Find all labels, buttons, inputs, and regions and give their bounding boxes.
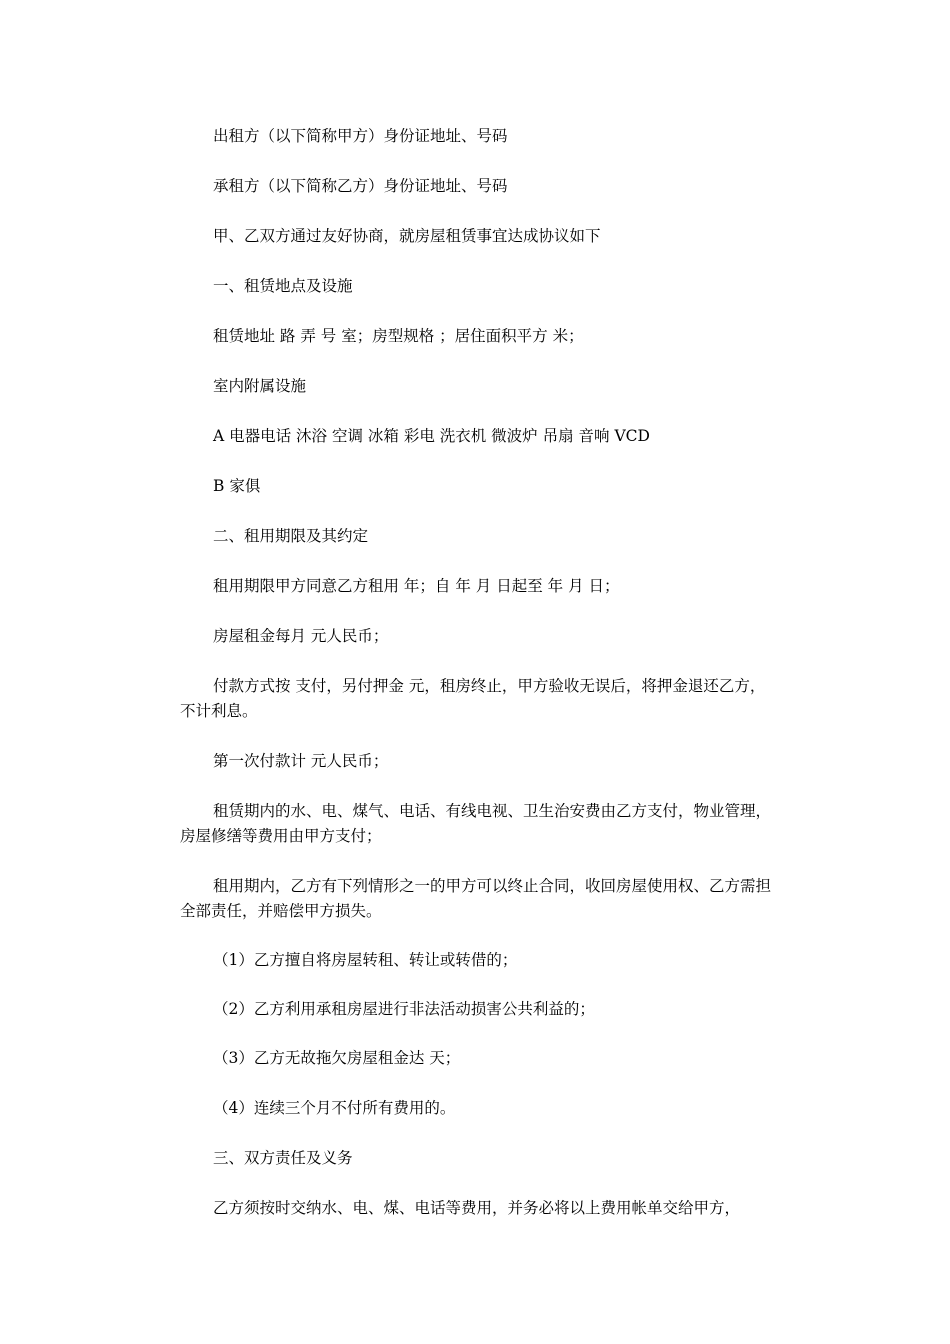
paragraph: 甲、乙双方通过友好协商，就房屋租赁事宜达成协议如下 <box>213 227 601 245</box>
list-item: （1）乙方擅自将房屋转租、转让或转借的； <box>213 951 518 969</box>
paragraph: 出租方（以下简称甲方）身份证地址、号码 <box>213 127 508 145</box>
section-heading: 二、租用期限及其约定 <box>213 527 369 545</box>
list-item: （2）乙方利用承租房屋进行非法活动损害公共利益的； <box>213 1000 595 1018</box>
paragraph: 房屋租金每月 元人民币； <box>213 627 389 645</box>
paragraph: 乙方须按时交纳水、电、煤、电话等费用，并务必将以上费用帐单交给甲方， <box>213 1199 741 1217</box>
paragraph: 室内附属设施 <box>213 377 307 395</box>
section-heading: 一、租赁地点及设施 <box>213 277 353 295</box>
paragraph: 付款方式按 支付，另付押金 元，租房终止，甲方验收无误后，将押金退还乙方，不计利息。 <box>180 677 766 720</box>
paragraph: 租用期内，乙方有下列情形之一的甲方可以终止合同，收回房屋使用权、乙方需担全部责任，并赔偿甲方损失。 <box>180 877 772 920</box>
paragraph: 租用期限甲方同意乙方租用 年；自 年 月 日起至 年 月 日； <box>213 577 620 595</box>
paragraph: 承租方（以下简称乙方）身份证地址、号码 <box>213 177 508 195</box>
section-heading: 三、双方责任及义务 <box>213 1149 353 1167</box>
paragraph: B 家俱 <box>213 477 261 495</box>
paragraph: 第一次付款计 元人民币； <box>213 752 389 770</box>
list-item: （4）连续三个月不付所有费用的。 <box>213 1099 456 1117</box>
paragraph: A 电器电话 沐浴 空调 冰箱 彩电 洗衣机 微波炉 吊扇 音响 VCD <box>213 427 650 445</box>
paragraph: 租赁地址 路 弄 号 室；房型规格 ；居住面积平方 米； <box>213 327 584 345</box>
paragraph: 租赁期内的水、电、煤气、电话、有线电视、卫生治安费由乙方支付，物业管理，房屋修缮等费用由甲方支付； <box>180 802 772 845</box>
list-item: （3）乙方无故拖欠房屋租金达 天； <box>213 1049 461 1067</box>
